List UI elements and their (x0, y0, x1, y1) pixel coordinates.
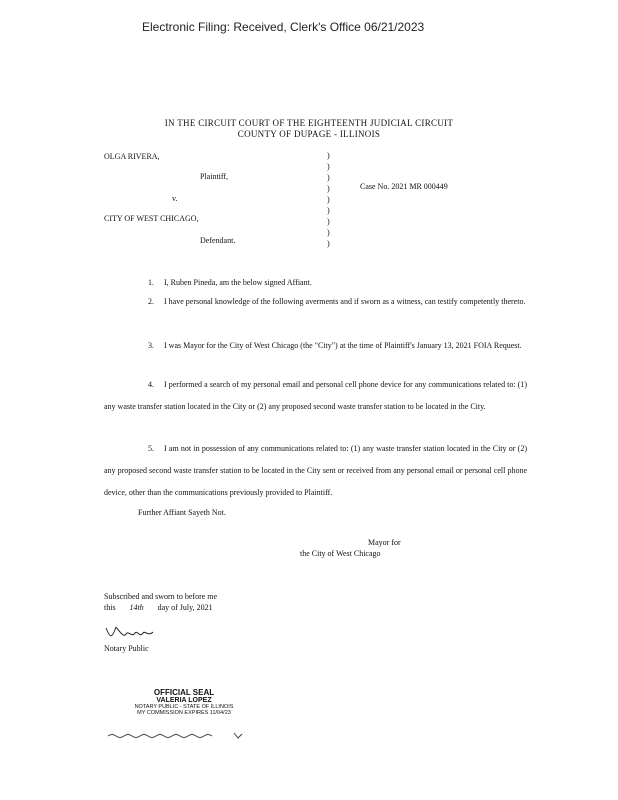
date-prefix: this (104, 603, 116, 612)
paragraph-number: 1. (148, 278, 154, 287)
notary-date-line (104, 603, 213, 612)
official-seal (114, 688, 254, 716)
paragraph-text: I have personal knowledge of the following averments and if sworn as a witness, can testify competently thereto. (164, 297, 526, 306)
electronic-filing-header: Electronic Filing: Received, Clerk's Office 06/21/2023 (142, 20, 425, 34)
defendant-name: CITY OF WEST CHICAGO, (104, 214, 199, 223)
plaintiff-name: OLGA RIVERA, (104, 152, 160, 161)
plaintiff-role: Plaintiff, (200, 172, 229, 181)
seal-border-squiggle (108, 726, 244, 744)
paragraph-number: 5. (148, 444, 154, 453)
paragraph-text: I performed a search of my personal email and personal cell phone device for any communications related to: (1) any waste transfer station located in the City or (2) any proposed second waste transfer station to be located in the City. (104, 380, 527, 411)
caption-bracket: ) ) ) ) ) ) ) ) ) (327, 151, 330, 248)
paragraph-number: 2. (148, 297, 154, 306)
paragraph-text: I am not in possession of any communications related to: (1) any waste transfer station located in the City or (2) any proposed second waste transfer station to be located in the City sent or received from any personal email or personal cell phone device, other than the communications previously provided to Plaintiff. (104, 444, 527, 497)
paragraph-text: I, Ruben Pineda, am the below signed Affiant. (164, 278, 312, 287)
notary-day: 14th (129, 603, 144, 612)
seal-commission-line: MY COMMISSION EXPIRES 11/04/23 (137, 710, 231, 716)
defendant-role: Defendant. (200, 236, 236, 245)
seal-notary-line: NOTARY PUBLIC - STATE OF ILLINOIS (134, 704, 234, 710)
case-number: Case No. 2021 MR 000449 (360, 182, 448, 191)
paragraph-3 (104, 335, 527, 357)
subscribed-sworn: Subscribed and sworn to before me (104, 592, 218, 601)
paragraph-number: 3. (148, 341, 154, 350)
paragraph-number: 4. (148, 380, 154, 389)
seal-name: VALERIA LOPEZ (156, 697, 212, 704)
date-suffix: day of July, 2021 (157, 603, 213, 612)
paragraph-4 (104, 374, 527, 418)
court-name: IN THE CIRCUIT COURT OF THE EIGHTEENTH JUDICIAL CIRCUIT (164, 118, 454, 128)
further-affiant: Further Affiant Sayeth Not. (138, 508, 226, 517)
paragraph-5 (104, 438, 527, 504)
court-county: COUNTY OF DUPAGE - ILLINOIS (237, 129, 381, 139)
seal-title: OFFICIAL SEAL (153, 688, 215, 697)
paragraph-text: I was Mayor for the City of West Chicago (the "City") at the time of Plaintiff's January 13, 2021 FOIA Request. (164, 341, 522, 350)
mayor-city: the City of West Chicago (300, 549, 381, 558)
paragraph-2 (104, 291, 527, 313)
mayor-title: Mayor for (368, 538, 401, 547)
versus-label: v. (172, 194, 178, 203)
notary-public-label: Notary Public (104, 644, 149, 653)
